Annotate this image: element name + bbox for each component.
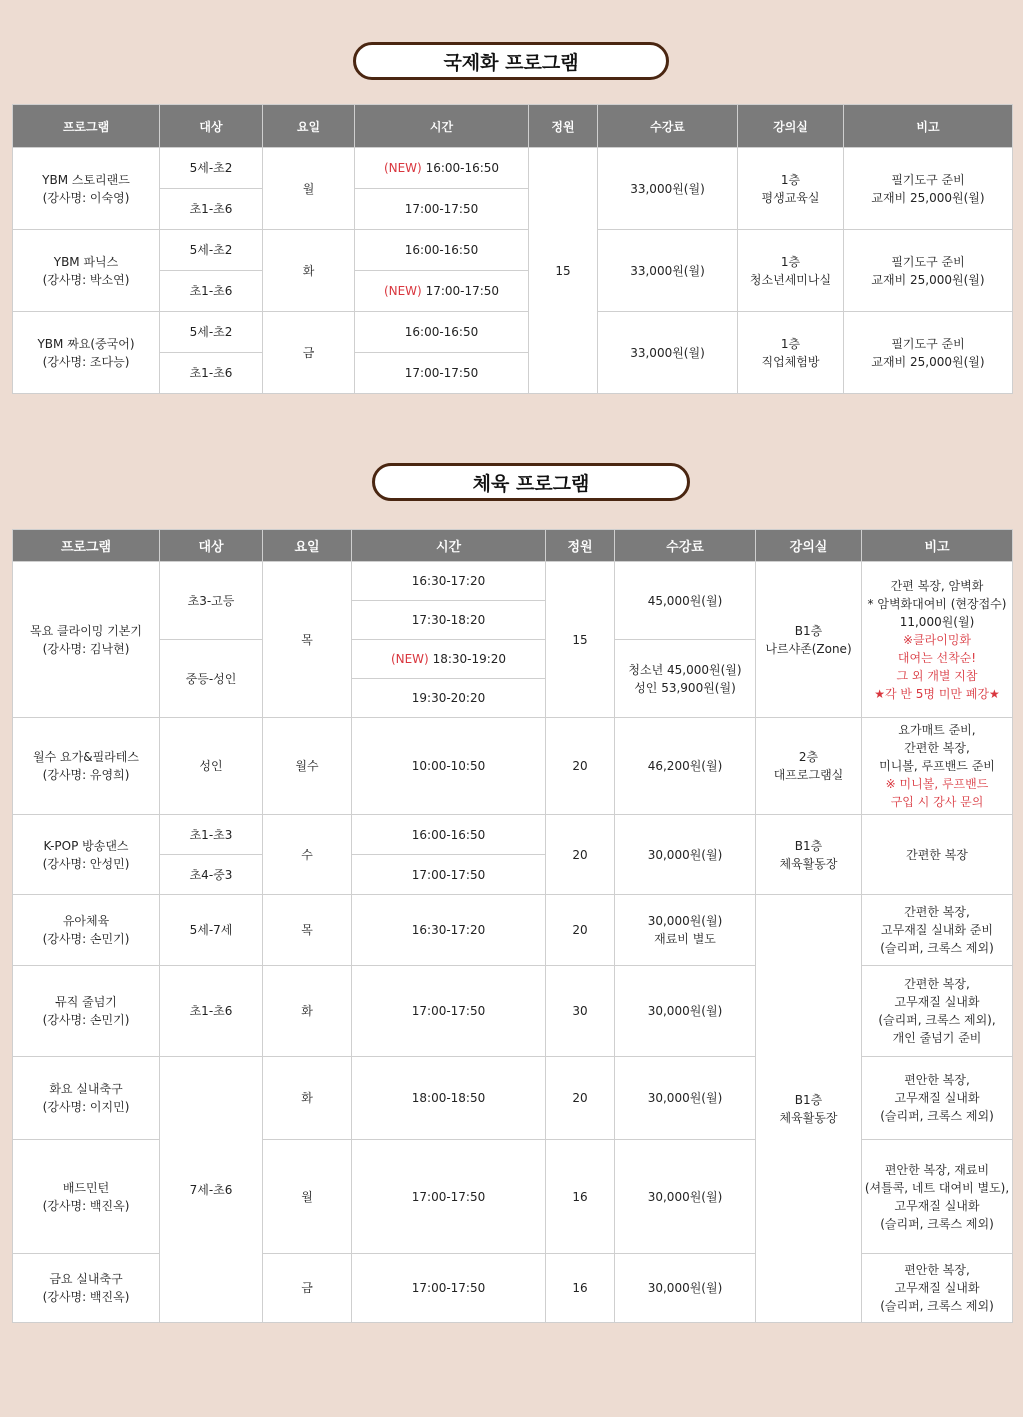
table-row [13, 312, 1013, 353]
fee-cell: 45,000원(월) [615, 562, 756, 640]
note-cell: 간편한 복장, 고무재질 실내화 (슬리퍼, 크록스 제외), 개인 줄넘기 준비 [862, 966, 1013, 1057]
table-row [13, 230, 1013, 271]
target-cell: 초1-초6 [160, 189, 263, 230]
note-cell: 필기도구 준비 교재비 25,000원(월) [844, 148, 1013, 230]
day-cell: 화 [263, 1057, 352, 1140]
target-cell: 초1-초6 [160, 966, 263, 1057]
table-row [13, 718, 1013, 815]
day-cell: 금 [263, 312, 355, 394]
time-cell: 16:30-17:20 [352, 895, 546, 966]
room-cell: B1층 체육활동장 [756, 815, 862, 895]
intl-program-table [12, 104, 1013, 394]
header-room: 강의실 [738, 105, 844, 148]
capacity-cell: 20 [546, 895, 615, 966]
header-program: 프로그램 [13, 530, 160, 562]
header-program: 프로그램 [13, 105, 160, 148]
table-header-row [13, 105, 1013, 148]
header-note: 비고 [862, 530, 1013, 562]
header-capacity: 정원 [546, 530, 615, 562]
note-cell: 편안한 복장, 고무재질 실내화 (슬리퍼, 크록스 제외) [862, 1057, 1013, 1140]
time-cell: 17:00-17:50 [355, 353, 529, 394]
program-name: YBM 파닉스 (강사명: 박소연) [13, 230, 160, 312]
fee-cell: 30,000원(월) [615, 1140, 756, 1254]
header-room: 강의실 [756, 530, 862, 562]
day-cell: 월 [263, 1140, 352, 1254]
intl-section-title: 국제화 프로그램 [353, 42, 669, 80]
program-name: 뮤직 줄넘기 (강사명: 손민기) [13, 966, 160, 1057]
target-cell: 중등-성인 [160, 640, 263, 718]
program-name: 유아체육 (강사명: 손민기) [13, 895, 160, 966]
new-badge: (NEW) [383, 161, 422, 175]
fee-cell: 33,000원(월) [598, 312, 738, 394]
target-cell: 5세-7세 [160, 895, 263, 966]
capacity-cell: 16 [546, 1140, 615, 1254]
header-fee: 수강료 [615, 530, 756, 562]
fee-cell: 30,000원(월) [615, 815, 756, 895]
day-cell: 월 [263, 148, 355, 230]
capacity-cell: 30 [546, 966, 615, 1057]
program-name: YBM 짜요(중국어) (강사명: 조다능) [13, 312, 160, 394]
time-cell: 10:00-10:50 [352, 718, 546, 815]
time-cell: 17:30-18:20 [352, 601, 546, 640]
note-cell: 필기도구 준비 교재비 25,000원(월) [844, 230, 1013, 312]
sports-program-table [12, 529, 1013, 1323]
program-name: 배드민턴 (강사명: 백진옥) [13, 1140, 160, 1254]
fee-cell: 30,000원(월) [615, 1254, 756, 1323]
time-cell: 18:00-18:50 [352, 1057, 546, 1140]
table-row [13, 1057, 1013, 1140]
target-cell: 5세-초2 [160, 148, 263, 189]
time-cell: 17:00-17:50 [352, 1140, 546, 1254]
target-cell: 5세-초2 [160, 312, 263, 353]
capacity-cell: 15 [529, 148, 598, 394]
note-cell: 간편한 복장, 고무재질 실내화 준비 (슬리퍼, 크록스 제외) [862, 895, 1013, 966]
note-text: 간편 복장, 암벽화 * 암벽화대여비 (현장접수) 11,000원(월) [867, 578, 1007, 629]
target-cell: 초4-중3 [160, 855, 263, 895]
program-name: 화요 실내축구 (강사명: 이지민) [13, 1057, 160, 1140]
fee-cell: 30,000원(월) 재료비 별도 [615, 895, 756, 966]
day-cell: 수 [263, 815, 352, 895]
time-cell: 17:00-17:50 [355, 189, 529, 230]
time-cell: 16:30-17:20 [352, 562, 546, 601]
time-cell: 17:00-17:50 [352, 855, 546, 895]
sports-section-title: 체육 프로그램 [372, 463, 690, 501]
table-header-row [13, 530, 1013, 562]
program-name: K-POP 방송댄스 (강사명: 안성민) [13, 815, 160, 895]
program-name: YBM 스토리랜드 (강사명: 이숙영) [13, 148, 160, 230]
time-cell: 16:00-16:50 [355, 230, 529, 271]
time-cell [352, 640, 546, 679]
time-text: 17:00-17:50 [425, 284, 500, 298]
header-time: 시간 [355, 105, 529, 148]
capacity-cell: 20 [546, 1057, 615, 1140]
program-name: 금요 실내축구 (강사명: 백진옥) [13, 1254, 160, 1323]
note-cell [862, 562, 1013, 718]
header-day: 요일 [263, 105, 355, 148]
time-cell [355, 148, 529, 189]
time-text: 16:00-16:50 [425, 161, 500, 175]
target-cell: 7세-초6 [160, 1057, 263, 1323]
note-text: 요가매트 준비, 간편한 복장, 미니볼, 루프밴드 준비 [879, 723, 995, 773]
time-cell: 19:30-20:20 [352, 679, 546, 718]
header-time: 시간 [352, 530, 546, 562]
header-target: 대상 [160, 105, 263, 148]
table-row [13, 148, 1013, 189]
header-note: 비고 [844, 105, 1013, 148]
day-cell: 화 [263, 230, 355, 312]
day-cell: 목 [263, 895, 352, 966]
room-cell: B1층 체육활동장 [756, 895, 862, 1323]
capacity-cell: 20 [546, 718, 615, 815]
header-day: 요일 [263, 530, 352, 562]
day-cell: 목 [263, 562, 352, 718]
target-cell: 초1-초6 [160, 271, 263, 312]
time-text: 18:30-19:20 [432, 652, 507, 666]
program-name: 월수 요가&필라테스 (강사명: 유영희) [13, 718, 160, 815]
target-cell: 초1-초3 [160, 815, 263, 855]
table-row [13, 966, 1013, 1057]
header-fee: 수강료 [598, 105, 738, 148]
capacity-cell: 16 [546, 1254, 615, 1323]
fee-cell: 33,000원(월) [598, 148, 738, 230]
target-cell: 성인 [160, 718, 263, 815]
fee-cell: 청소년 45,000원(월) 성인 53,900원(월) [615, 640, 756, 718]
program-name: 목요 클라이밍 기본기 (강사명: 김낙현) [13, 562, 160, 718]
new-badge: (NEW) [383, 284, 422, 298]
room-cell: 1층 청소년세미나실 [738, 230, 844, 312]
note-cell: 편안한 복장, 재료비 (셔틀콕, 네트 대여비 별도), 고무재질 실내화 (슬리퍼, 크록스 제외) [862, 1140, 1013, 1254]
room-cell: 2층 대프로그램실 [756, 718, 862, 815]
room-cell: 1층 평생교육실 [738, 148, 844, 230]
fee-cell: 46,200원(월) [615, 718, 756, 815]
note-cell: 간편한 복장 [862, 815, 1013, 895]
note-warning: ※ 미니볼, 루프밴드 구입 시 강사 문의 [885, 777, 989, 809]
day-cell: 월수 [263, 718, 352, 815]
target-cell: 초3-고등 [160, 562, 263, 640]
header-capacity: 정원 [529, 105, 598, 148]
time-cell: 16:00-16:50 [352, 815, 546, 855]
table-row [13, 815, 1013, 855]
time-cell: 17:00-17:50 [352, 1254, 546, 1323]
fee-cell: 30,000원(월) [615, 1057, 756, 1140]
note-cell [862, 718, 1013, 815]
day-cell: 화 [263, 966, 352, 1057]
fee-cell: 33,000원(월) [598, 230, 738, 312]
table-row [13, 562, 1013, 601]
header-target: 대상 [160, 530, 263, 562]
table-row [13, 895, 1013, 966]
note-warning: ※클라이밍화 대여는 선착순! 그 외 개별 지참 ★각 반 5명 미만 폐강★ [874, 632, 1000, 701]
target-cell: 5세-초2 [160, 230, 263, 271]
room-cell: B1층 나르샤존(Zone) [756, 562, 862, 718]
capacity-cell: 15 [546, 562, 615, 718]
new-badge: (NEW) [390, 652, 429, 666]
room-cell: 1층 직업체험방 [738, 312, 844, 394]
time-cell: 17:00-17:50 [352, 966, 546, 1057]
time-cell: 16:00-16:50 [355, 312, 529, 353]
note-cell: 필기도구 준비 교재비 25,000원(월) [844, 312, 1013, 394]
capacity-cell: 20 [546, 815, 615, 895]
time-cell [355, 271, 529, 312]
day-cell: 금 [263, 1254, 352, 1323]
note-cell: 편안한 복장, 고무재질 실내화 (슬리퍼, 크록스 제외) [862, 1254, 1013, 1323]
target-cell: 초1-초6 [160, 353, 263, 394]
fee-cell: 30,000원(월) [615, 966, 756, 1057]
